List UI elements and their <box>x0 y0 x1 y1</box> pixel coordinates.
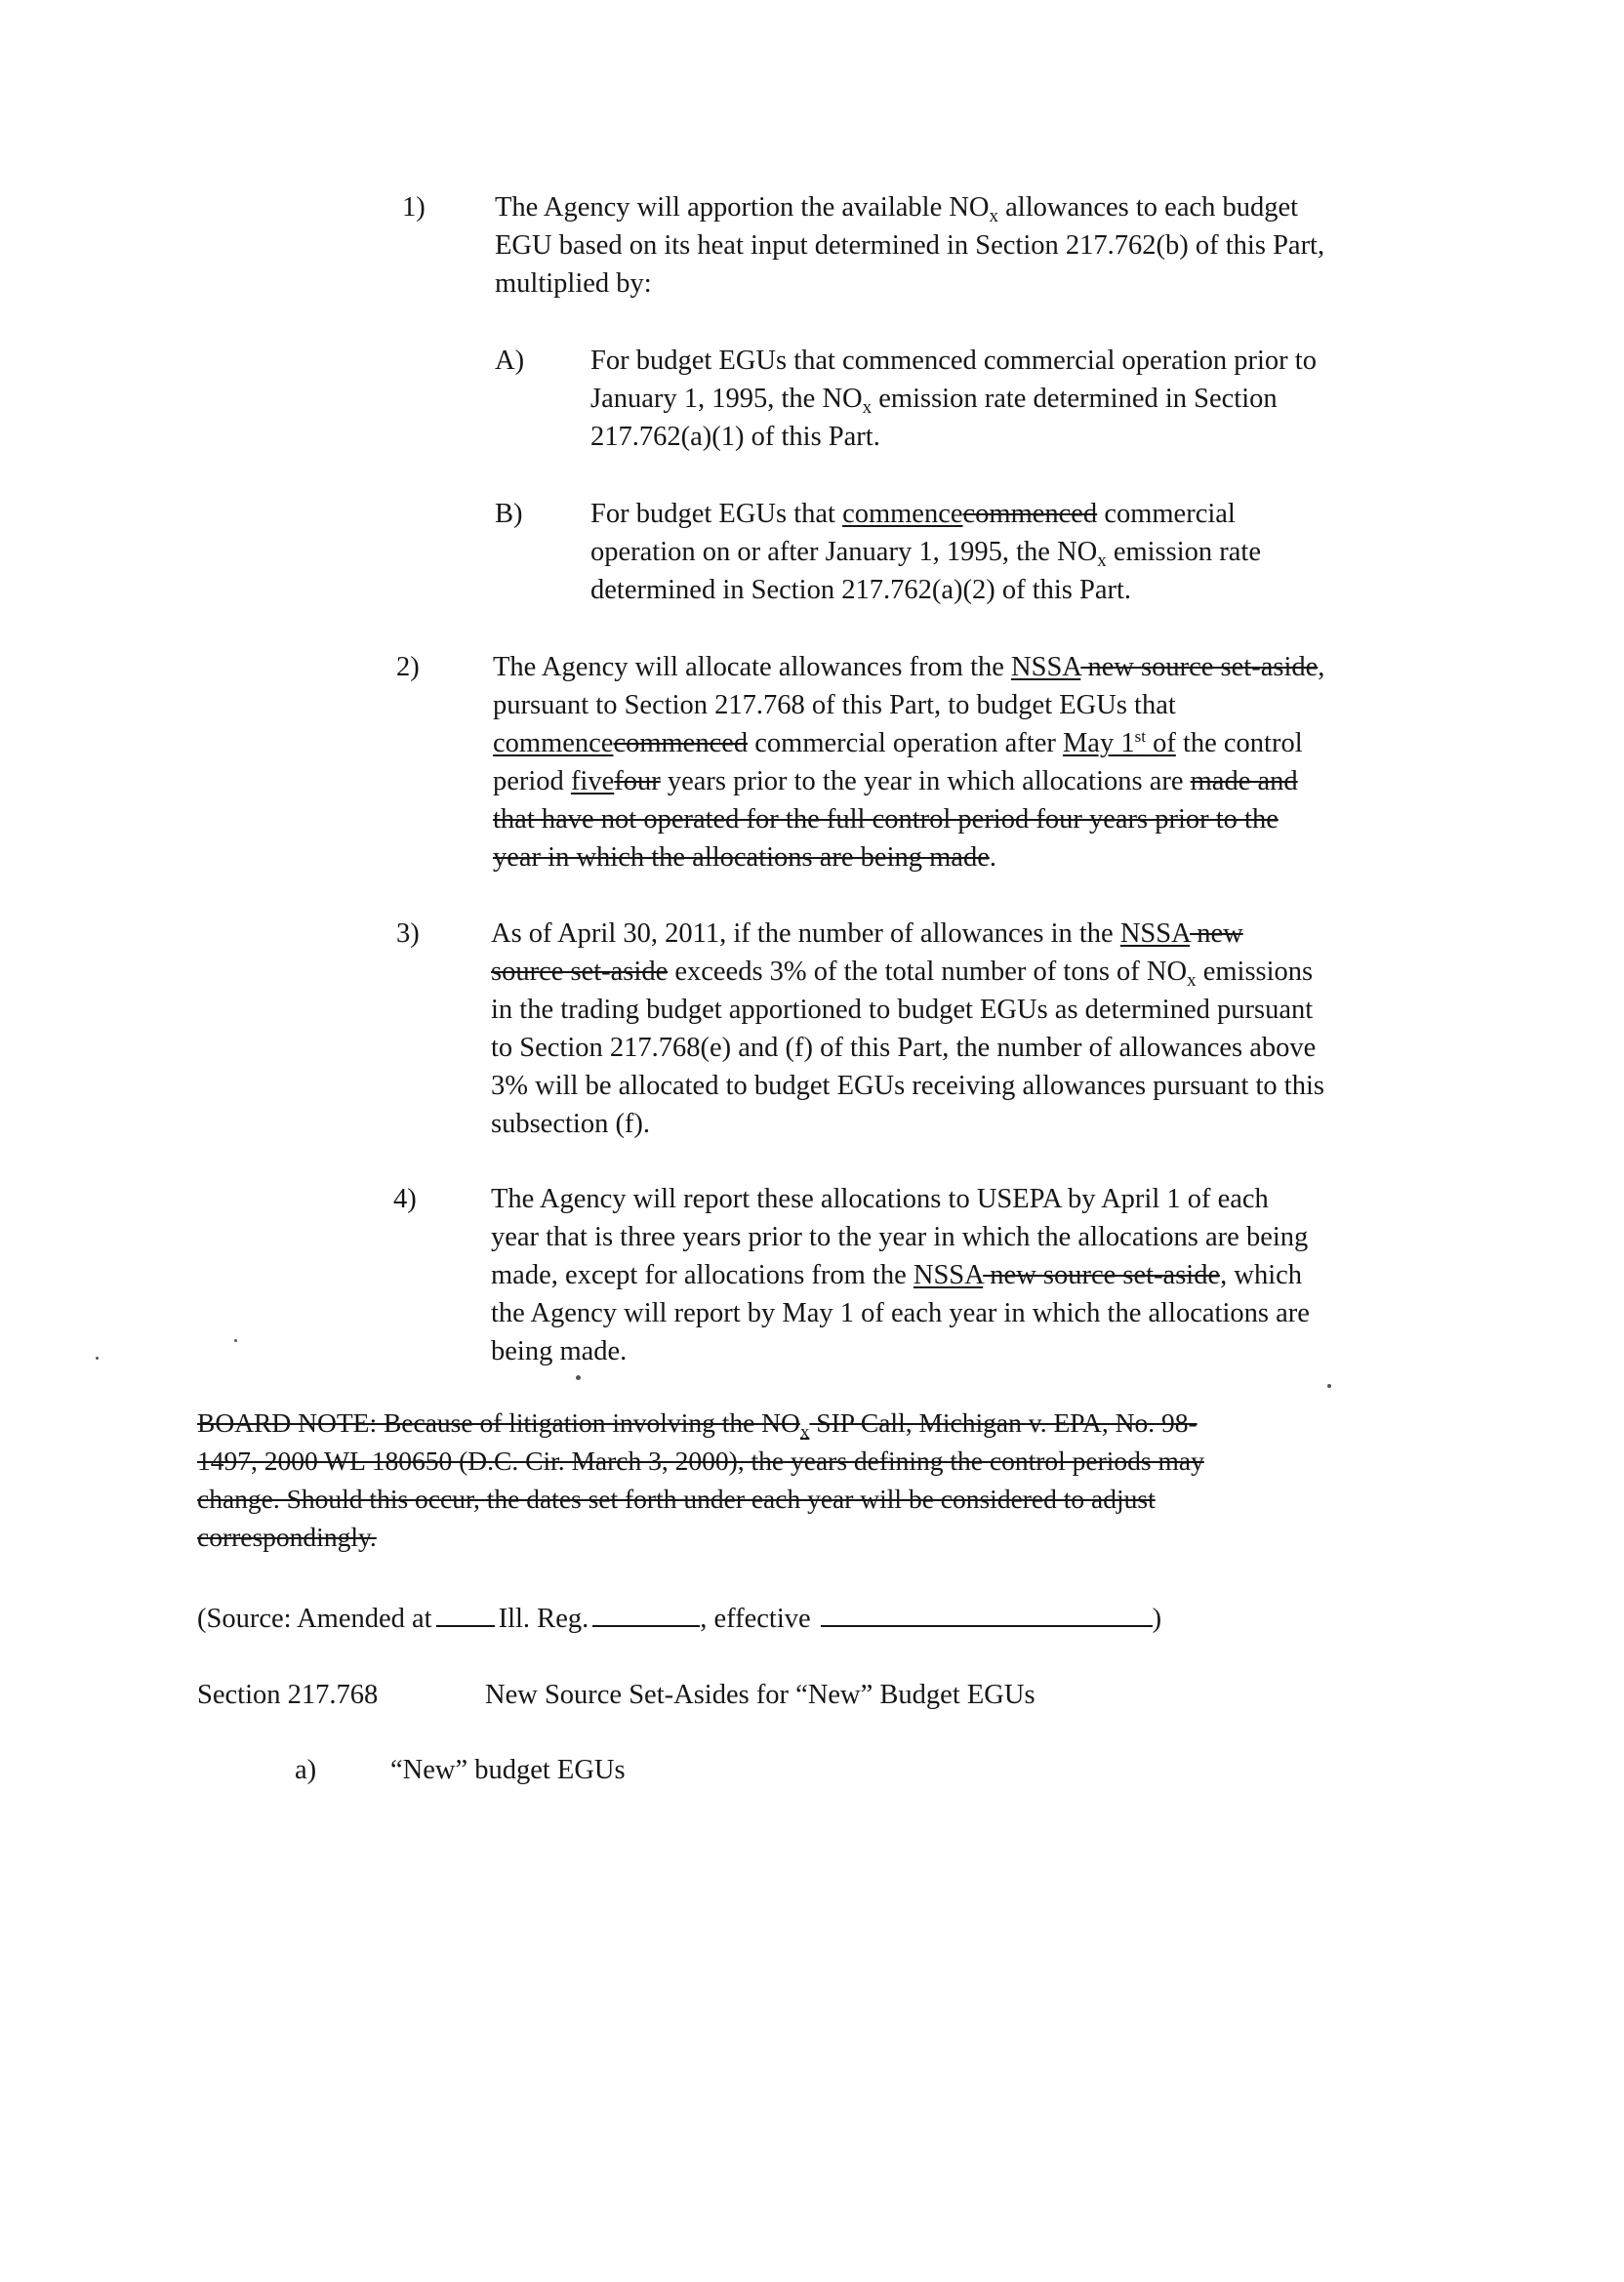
inserted-text: May 1st of <box>1062 727 1176 758</box>
text-line: As of April 30, 2011, if the number of allowances in the NSSA new <box>491 918 1243 949</box>
deleted-text: year in which the allocations are being made <box>493 842 990 873</box>
text-line: pursuant to Section 217.768 of this Part, to budget EGUs that <box>493 690 1176 720</box>
deleted-text: that have not operated for the full control period four years prior to the <box>493 804 1279 835</box>
text-line: year that is three years prior to the year in which the allocations are being <box>491 1222 1309 1252</box>
inserted-text: NSSA <box>1119 918 1191 949</box>
deleted-text: new source set-aside <box>1080 652 1319 682</box>
inserted-text: NSSA <box>913 1260 984 1290</box>
deleted-text: 1497, 2000 WL 180650 (D.C. Cir. March 3, 2000), the years defining the control periods may <box>197 1446 1204 1476</box>
blank-date <box>821 1600 1153 1627</box>
text-line: in the trading budget apportioned to budget EGUs as determined pursuant <box>491 995 1314 1025</box>
text-line: 217.762(a)(1) of this Part. <box>590 422 880 452</box>
text-line: determined in Section 217.762(a)(2) of this Part. <box>590 575 1132 605</box>
text-line <box>493 800 1324 838</box>
inserted-text: NSSA <box>1011 652 1081 682</box>
item-number: 1) <box>402 192 426 223</box>
inserted-text: five <box>570 766 615 796</box>
text-line: January 1, 1995, the $NO_x$ emission rate determined in Section <box>590 384 1278 418</box>
text-line: operation on or after January 1, 1995, the $NO_x$ emission rate <box>590 537 1261 571</box>
scan-speck <box>1327 1384 1331 1388</box>
text-line: source set-aside exceeds 3% of the total number of tons of $NO_x$ emissions <box>491 957 1314 991</box>
deleted-text: source set-aside <box>491 957 669 987</box>
section-title: New Source Set-Asides for “New” Budget EGUs <box>485 1680 1035 1710</box>
text-line: For budget EGUs that commencecommenced commercial <box>590 499 1236 529</box>
text-line: made, except for allocations from the NSSA new source set-aside, which <box>491 1260 1303 1290</box>
text-line: For budget EGUs that commenced commercial operation prior to <box>590 346 1317 376</box>
text-line: EGU based on its heat input determined in Section 217.762(b) of this Part, <box>495 230 1325 261</box>
deleted-text: BOARD NOTE: Because of litigation involving the $NO_x$ SIP Call, Michigan v. EPA, No. 98- <box>197 1407 1198 1443</box>
scan-speck <box>234 1339 237 1342</box>
item-number: 3) <box>396 918 420 949</box>
source-line <box>197 1600 1161 1638</box>
item-number: 2) <box>396 652 420 682</box>
subsection-number: a) <box>295 1755 317 1785</box>
board-note <box>197 1404 1204 1556</box>
deleted-text: change. Should this occur, the dates set forth under each year will be considered to adjust <box>197 1484 1156 1514</box>
inserted-text: commence <box>493 728 614 758</box>
text-line: 3% will be allocated to budget EGUs receiving allowances pursuant to this <box>491 1071 1324 1101</box>
text-line: to Section 217.768(e) and (f) of this Part, the number of allowances above <box>491 1033 1317 1063</box>
deleted-text: commenced <box>613 728 749 758</box>
inserted-text: commence <box>842 499 963 529</box>
text-line: the Agency will report by May 1 of each year in which the allocations are <box>491 1298 1310 1328</box>
text-line: commencecommenced commercial operation after May 1st of the control <box>493 727 1303 758</box>
item-number: A) <box>495 346 525 376</box>
deleted-text: four <box>614 766 661 796</box>
subsection-text: “New” budget EGUs <box>390 1755 626 1785</box>
deleted-text: correspondingly. <box>197 1522 377 1552</box>
deleted-text: made and <box>1190 766 1298 796</box>
text-line: year in which the allocations are being made. <box>493 842 996 873</box>
text-line: The Agency will report these allocations to USEPA by April 1 of each <box>491 1184 1269 1214</box>
text-line: period fivefour years prior to the year in which allocations are made and <box>493 766 1298 796</box>
source-effective: , effective <box>700 1604 811 1634</box>
item-number: B) <box>495 499 523 529</box>
deleted-text: commenced <box>962 499 1098 529</box>
source-open: (Source: Amended at <box>197 1604 432 1634</box>
section-number: Section 217.768 <box>197 1680 379 1710</box>
blank-page <box>592 1600 700 1627</box>
deleted-text: new <box>1190 918 1243 949</box>
item-number: 4) <box>393 1184 417 1214</box>
scan-speck <box>96 1357 99 1360</box>
text-line: The Agency will allocate allowances from the NSSA new source set-aside, <box>493 652 1325 682</box>
blank-volume <box>436 1600 495 1627</box>
text-line: multiplied by: <box>495 268 652 299</box>
text-line: The Agency will apportion the available $NO_x$ allowances to each budget <box>495 192 1299 226</box>
scan-speck <box>576 1375 581 1380</box>
text-line: being made. <box>491 1336 628 1366</box>
text-line: subsection (f). <box>491 1109 651 1139</box>
source-reg: Ill. Reg. <box>498 1604 589 1634</box>
source-close: ) <box>1152 1604 1162 1634</box>
deleted-text: new source set-aside <box>983 1260 1221 1290</box>
